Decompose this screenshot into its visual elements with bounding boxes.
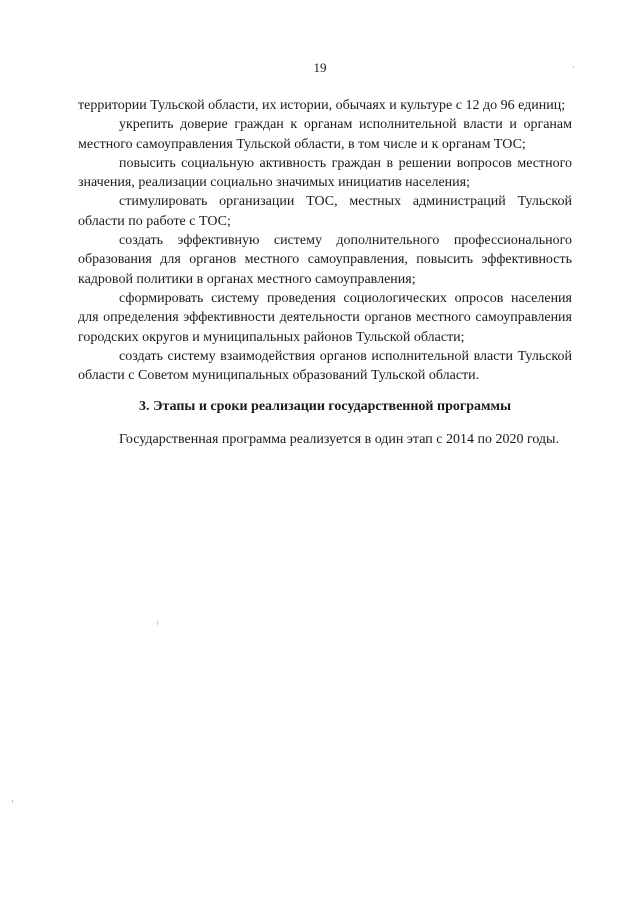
scan-speck [12,800,13,803]
page-number: 19 [313,60,327,75]
paragraph-continuation: территории Тульской области, их истории, обычаях и культуре с 12 до 96 единиц; [78,98,566,113]
paragraph-surveys: сформировать систему проведения социологических опросов населения для определения эффективности деятельности органов местного самоуправления городских округов и муниципальных районов Тульской области; [78,290,572,345]
scan-speck [573,66,574,68]
paragraph-stages: Государственная программа реализуется в один этап с 2014 по 2020 годы. [119,432,559,448]
scan-speck [157,621,158,625]
document-body [78,96,572,450]
paragraph-trust: укрепить доверие граждан к органам исполнительной власти и органам местного самоуправления Тульской области, в том числе и к органам ТОС; [78,117,572,152]
paragraph-education: создать эффективную систему дополнительного профессионального образования для органов местного самоуправления, повысить эффективность кадровой политики в органах местного самоуправления; [78,233,572,287]
section-heading: 3. Этапы и сроки реализации государственной программы [138,399,511,415]
paragraph-stimulate: стимулировать организации ТОС, местных администраций Тульской области по работе с ТОС; [78,194,572,229]
paragraph-interaction: создать систему взаимодействия органов исполнительной власти Тульской области с Советом муниципальных образований Тульской области. [78,348,572,384]
paragraph-activity: повысить социальную активность граждан в решении вопросов местного значения, реализации социально значимых инициатив населения; [78,155,572,191]
